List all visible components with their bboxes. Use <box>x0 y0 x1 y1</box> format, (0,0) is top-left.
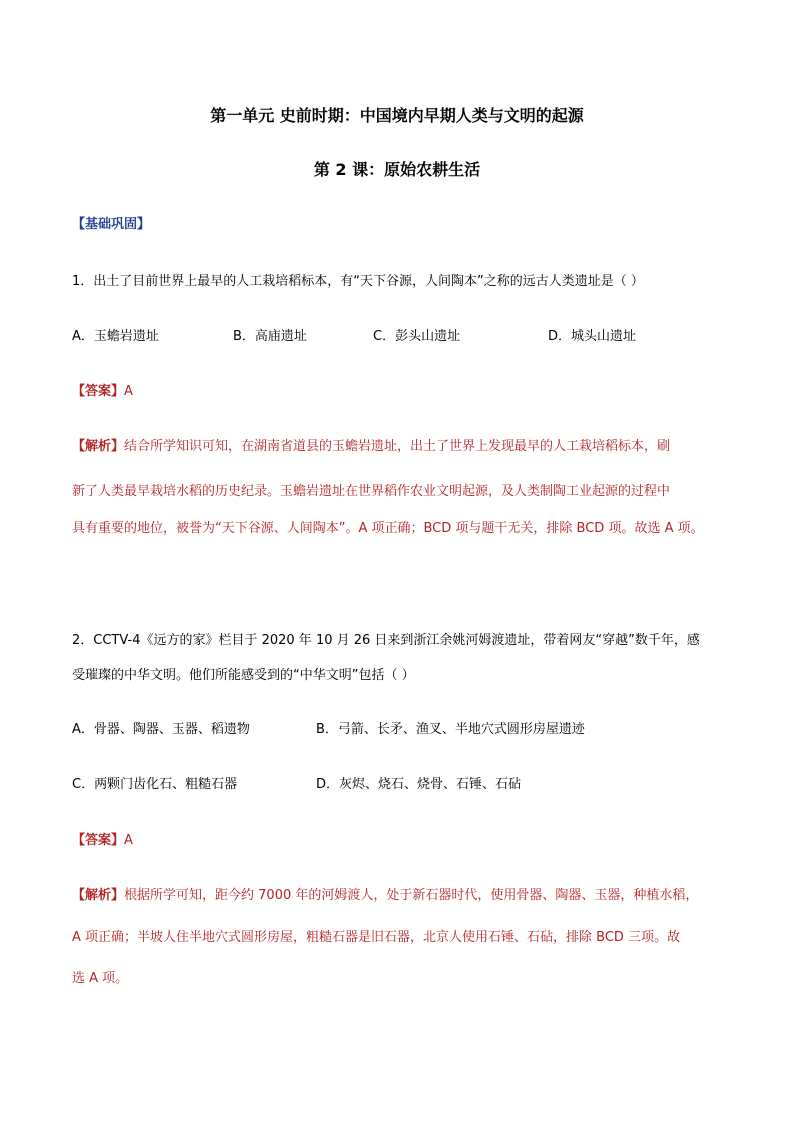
question-2-option-a: A．骨器、陶器、玉器、稻遗物 <box>72 722 250 737</box>
question-2-answer <box>72 832 133 850</box>
question-2-option-d: D．灰烬、烧石、烧骨、石锤、石砧 <box>316 777 522 792</box>
question-2-analysis-line-2: A 项正确；半坡人住半地穴式圆形房屋，粗糙石器是旧石器，北京人使用石锤、石砧，排除 BCD 三项。故 <box>72 930 681 945</box>
analysis-tag: 【解析】 <box>72 439 125 454</box>
question-1-analysis-line-3: 具有重要的地位，被誉为“天下谷源、人间陶本”。A 项正确；BCD 项与题干无关，排除 BCD 项。故选 A 项。 <box>72 521 704 536</box>
question-1-option-c: C．彭头山遗址 <box>373 329 461 344</box>
analysis-text: 根据所学可知，距今约 7000 年的河姆渡人，处于新石器时代，使用骨器、陶器、玉器，种植水稻， <box>124 888 699 903</box>
question-1-option-d: D．城头山遗址 <box>548 329 637 344</box>
answer-tag: 【答案】 <box>72 833 125 848</box>
analysis-tag: 【解析】 <box>72 888 125 903</box>
question-1-analysis-line-1 <box>72 438 724 456</box>
question-2-option-c: C．两颗门齿化石、粗糙石器 <box>72 777 238 792</box>
question-1-analysis-line-2: 新了人类最早栽培水稻的历史纪录。玉蟾岩遗址在世界稻作农业文明起源，及人类制陶工业起源的过程中 <box>72 484 671 499</box>
question-2-analysis-line-1 <box>72 887 724 905</box>
analysis-text: 结合所学知识可知，在湖南省道县的玉蟾岩遗址，出土了世界上发现最早的人工栽培稻标本，刷 <box>124 439 671 454</box>
question-2-stem-line-2: 受璀璨的中华文明。他们所能感受到的“中华文明”包括（ ） <box>72 668 415 683</box>
answer-value: A <box>124 384 133 399</box>
question-1-option-b: B．高庙遗址 <box>233 329 307 344</box>
question-1-stem: 1．出土了目前世界上最早的人工栽培稻标本，有“天下谷源，人间陶本”之称的远古人类遗址是（ ） <box>72 274 644 289</box>
answer-tag: 【答案】 <box>72 384 125 399</box>
question-2-stem-line-1: 2．CCTV-4《远方的家》栏目于 2020 年 10 月 26 日来到浙江余姚河姆渡遗址，带着网友“穿越”数千年，感 <box>72 633 700 648</box>
question-2-option-b: B．弓箭、长矛、渔叉、半地穴式圆形房屋遗迹 <box>316 722 585 737</box>
question-1-answer <box>72 383 133 401</box>
unit-title: 第一单元 史前时期：中国境内早期人类与文明的起源 <box>210 106 584 125</box>
section-label-basic: 【基础巩固】 <box>72 217 151 232</box>
question-1-option-a: A．玉蟾岩遗址 <box>72 329 159 344</box>
question-2-analysis-line-3: 选 A 项。 <box>72 971 129 986</box>
answer-value: A <box>124 833 133 848</box>
lesson-title: 第 2 课：原始农耕生活 <box>313 160 481 179</box>
